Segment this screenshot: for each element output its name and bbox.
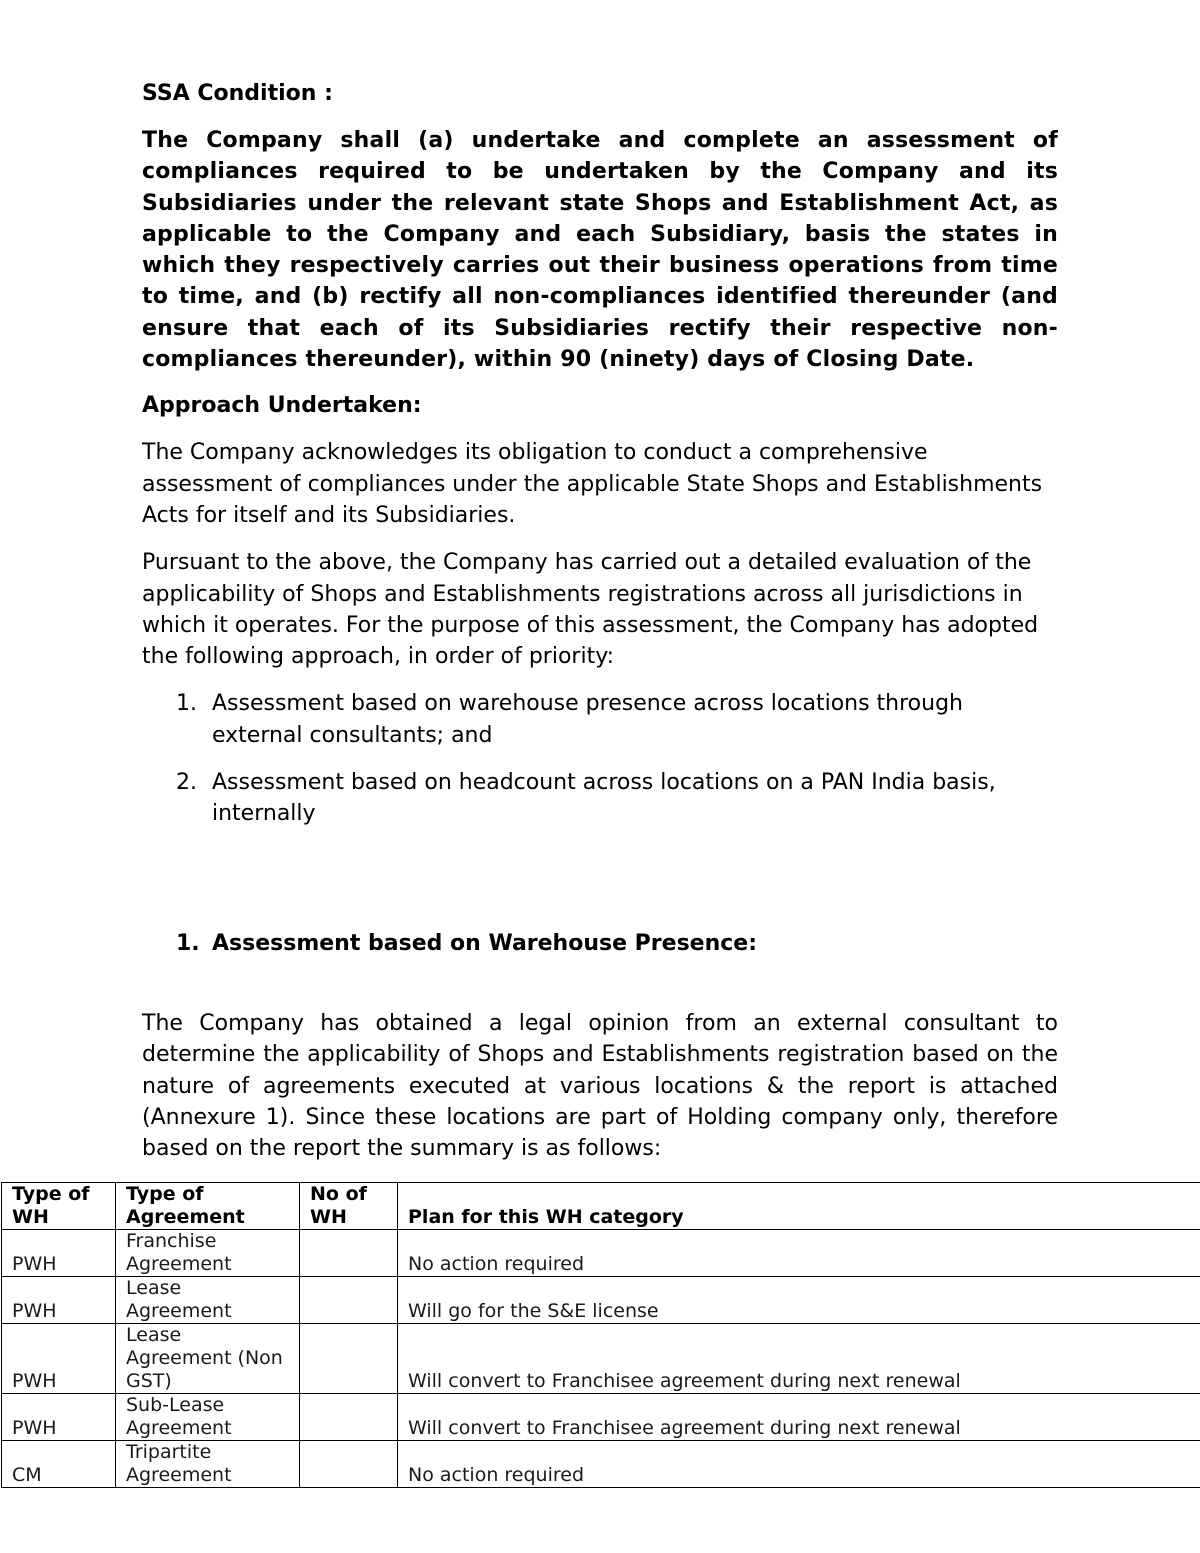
list-item-text: Assessment based on warehouse presence across locations through external consultants; and	[212, 691, 963, 748]
warehouse-summary-table	[1, 1182, 1200, 1488]
cell-plan: Will convert to Franchisee agreement during next renewal	[398, 1324, 1200, 1394]
list-item-number: 2.	[176, 770, 197, 796]
list-item-text: Assessment based on headcount across locations on a PAN India basis, internally	[212, 770, 996, 827]
approach-paragraph-2: Pursuant to the above, the Company has carried out a detailed evaluation of the applicability of Shops and Establishments registrations across all jurisdictions in which it operates. For the purpose of this assessment, the Company has adopted the following approach, in order of priority:	[142, 550, 1039, 670]
section-1-heading	[176, 928, 757, 959]
ssa-condition-heading: SSA Condition :	[142, 81, 333, 106]
section-1-text: The Company has obtained a legal opinion from an external consultant to determine the applicability of Shops and Establishments registration based on the nature of agreements executed at various locations & the report is attached (Annexure 1). Since these locations are part of Holding company only, therefore based on the report the summary is as follows:	[142, 1011, 1058, 1162]
header-type-of-agreement: Type of Agreement	[116, 1183, 300, 1230]
cell-count	[300, 1441, 398, 1488]
cell-plan: No action required	[398, 1441, 1200, 1488]
section-title: Assessment based on Warehouse Presence:	[212, 931, 758, 956]
section-number: 1.	[176, 931, 200, 956]
cell-wh-type: PWH	[2, 1277, 116, 1324]
header-type-of-wh: Type of WH	[2, 1183, 116, 1230]
cell-wh-type: CM	[2, 1441, 116, 1488]
list-item-number: 1.	[176, 691, 197, 717]
document-page	[142, 78, 1058, 1162]
approach-heading: Approach Undertaken:	[142, 393, 422, 419]
cell-plan: Will go for the S&E license	[398, 1277, 1200, 1324]
cell-agreement: Franchise Agreement	[116, 1230, 300, 1277]
cell-wh-type: PWH	[2, 1394, 116, 1441]
approach-list-item	[142, 767, 1058, 830]
cell-agreement: Lease Agreement	[116, 1277, 300, 1324]
approach-list	[142, 688, 1058, 829]
cell-count	[300, 1324, 398, 1394]
cell-agreement: Lease Agreement (Non GST)	[116, 1324, 300, 1394]
table-row	[2, 1230, 1200, 1277]
cell-count	[300, 1230, 398, 1277]
table-row	[2, 1441, 1200, 1488]
ssa-condition-text: The Company shall (a) undertake and complete an assessment of compliances required to be undertaken by the Company and its Subsidiaries under the relevant state Shops and Establishment Act, as applicable to the Company and each Subsidiary, basis the states in which they respectively carries out their business operations from time to time, and (b) rectify all non-compliances identified thereunder (and ensure that each of its Subsidiaries rectify their respective non-compliances thereunder), within 90 (ninety) days of Closing Date.	[142, 128, 1058, 373]
table-row	[2, 1394, 1200, 1441]
approach-paragraph-1: The Company acknowledges its obligation to conduct a comprehensive assessment of compliances under the applicable State Shops and Establishments Acts for itself and its Subsidiaries.	[142, 440, 1043, 528]
header-plan: Plan for this WH category	[398, 1183, 1200, 1230]
cell-count	[300, 1394, 398, 1441]
cell-count	[300, 1277, 398, 1324]
cell-agreement: Sub-Lease Agreement	[116, 1394, 300, 1441]
table-header-row	[2, 1183, 1200, 1230]
table-row	[2, 1324, 1200, 1394]
approach-list-item	[142, 688, 1058, 751]
header-no-of-wh: No of WH	[300, 1183, 398, 1230]
cell-wh-type: PWH	[2, 1324, 116, 1394]
table-row	[2, 1277, 1200, 1324]
cell-agreement: Tripartite Agreement	[116, 1441, 300, 1488]
cell-plan: No action required	[398, 1230, 1200, 1277]
cell-wh-type: PWH	[2, 1230, 116, 1277]
cell-plan: Will convert to Franchisee agreement during next renewal	[398, 1394, 1200, 1441]
